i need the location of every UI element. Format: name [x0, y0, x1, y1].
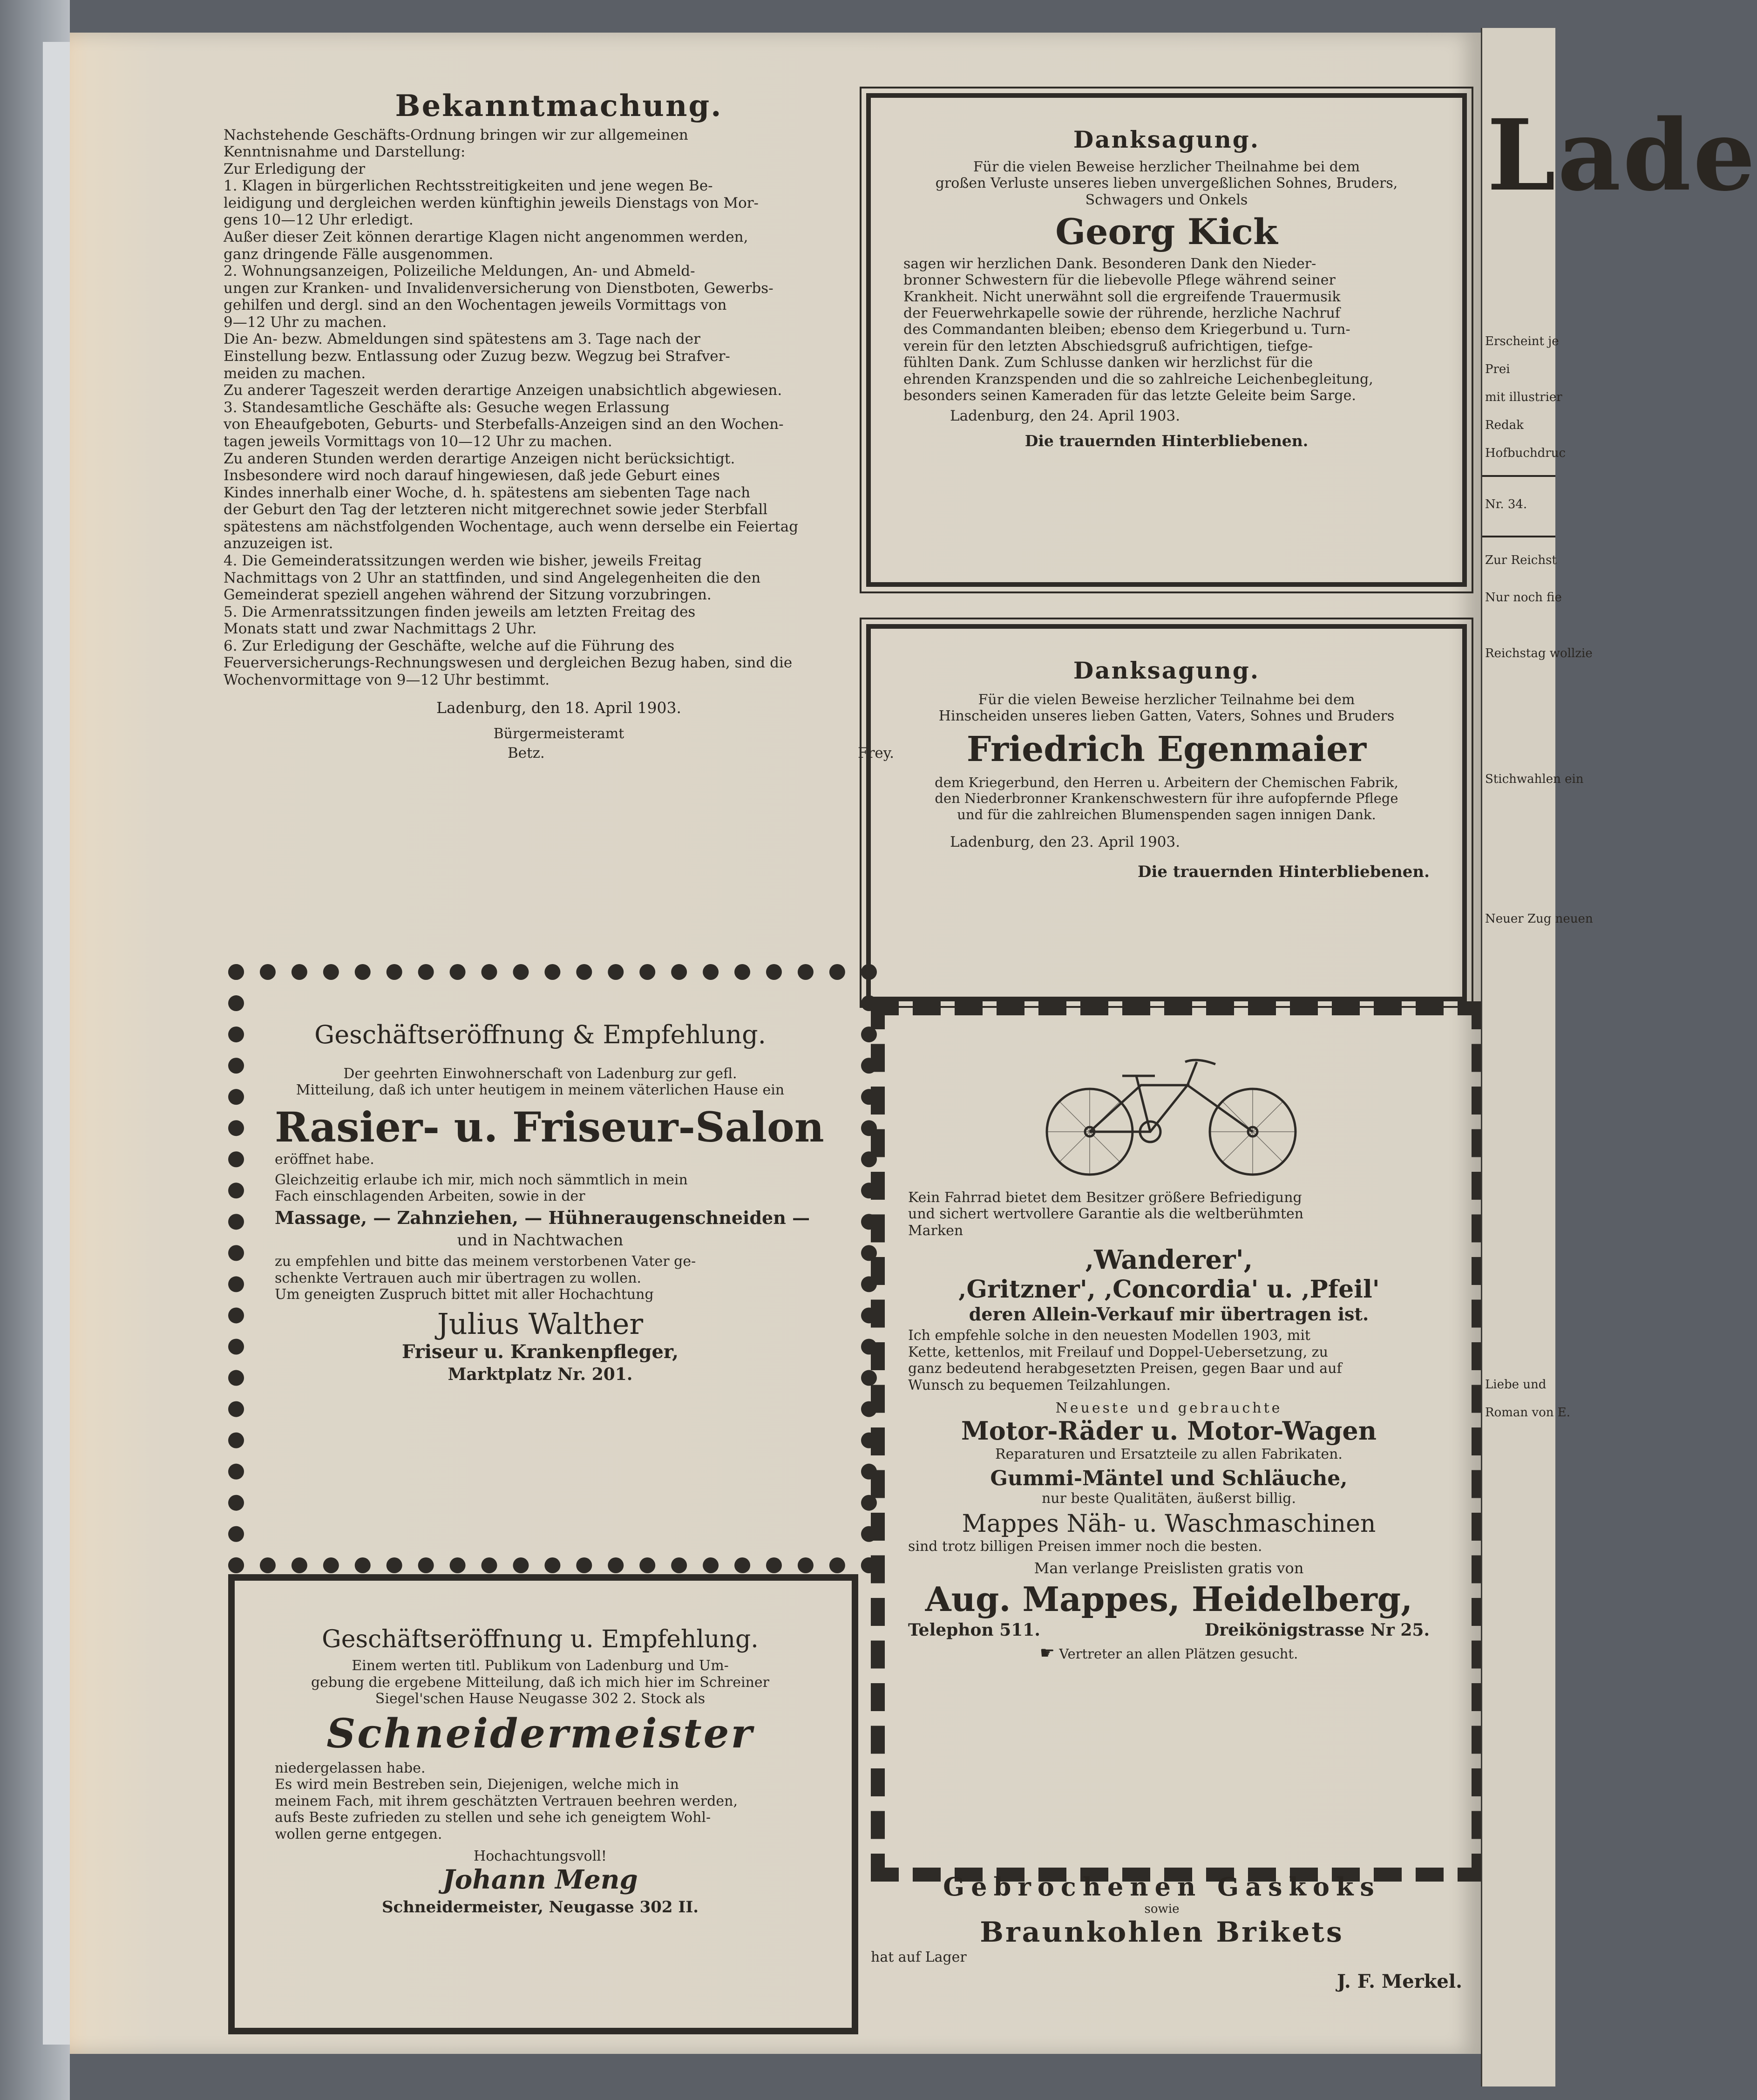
text-line: Außer dieser Zeit können derartige Klagen nicht angenommen werden, [224, 228, 748, 245]
text-line: ganz dringende Fälle ausgenommen. [224, 245, 494, 263]
text-line: schenkte Vertrauen auch mir übertragen zu wollen. [275, 1270, 642, 1286]
text-line: Monats statt und zwar Nachmittags 2 Uhr. [224, 620, 537, 638]
text-line: dem Kriegerbund, den Herren u. Arbeitern der Chemischen Fabrik, [935, 775, 1398, 791]
text-line: 4. Die Gemeinderatssitzungen werden wie bisher, jeweils Freitag [224, 552, 702, 569]
text-line: Für die vielen Beweise herzlicher Teilnahme bei dem [978, 692, 1355, 708]
text-line: Krankheit. Nicht unerwähnt soll die ergreifende Trauermusik [903, 288, 1341, 305]
text-line: 6. Zur Erledigung der Geschäfte, welche auf die Führung des [224, 637, 675, 654]
tailor-title: Geschäftseröffnung u. Empfehlung. [322, 1625, 759, 1653]
text-line: Kein Fahrrad bietet dem Besitzer größere Befriedigung [908, 1189, 1302, 1206]
notice-office: Bürgermeisteramt [493, 725, 624, 742]
coke-line3: Braunkohlen Brikets [980, 1916, 1344, 1949]
text-line: tagen jeweils Vormittags von 10—12 Uhr zu machen. [224, 433, 612, 450]
barber-services: Massage, — Zahnziehen, — Hühneraugenschneiden — [275, 1207, 810, 1228]
text-line: Kette, kettenlos, mit Freilauf und Doppel-Uebersetzung, zu [908, 1344, 1328, 1360]
bikes-pricelist: Man verlange Preislisten gratis von [1034, 1559, 1304, 1577]
text-line: fühlten Dank. Zum Schlusse danken wir herzlichst für die [903, 354, 1313, 371]
bikes-firm: Aug. Mappes, Heidelberg, [925, 1579, 1413, 1619]
text-line: Ich empfehle solche in den neuesten Modellen 1903, mit [908, 1327, 1310, 1344]
text-line: aufs Beste zufrieden zu stellen und sehe ich geneigtem Wohl- [275, 1809, 711, 1826]
tailor-body [275, 1760, 806, 1842]
text-line: niedergelassen habe. [275, 1760, 426, 1776]
text-line: Die An- bezw. Abmeldungen sind spätestens am 3. Tage nach der [224, 331, 700, 348]
adjacent-fragment: Erscheint je [1485, 334, 1559, 348]
adjacent-page-edge [1481, 28, 1757, 2086]
coke-ad [862, 1872, 1462, 1992]
text-line: der Feuerwehrkapelle sowie der rührende, herzliche Nachruf [903, 305, 1340, 322]
thanks2-title: Danksagung. [1073, 657, 1260, 684]
adjacent-fragment: Reichstag wollzie [1485, 646, 1593, 660]
tailor-intro [275, 1658, 806, 1707]
text-line: Um geneigten Zuspruch bittet mit aller Hochachtung [275, 1286, 654, 1303]
text-line: Nachmittags von 2 Uhr an stattfinden, und sind Angelegenheiten die den [224, 569, 761, 586]
adjacent-fragment: Zur Reichst [1485, 553, 1557, 567]
barber-opened: eröffnet habe. [275, 1151, 374, 1168]
bikes-tires-sub: nur beste Qualitäten, äußerst billig. [1041, 1490, 1296, 1507]
text-line: Der geehrten Einwohnerschaft von Ladenburg zur gefl. [343, 1065, 737, 1082]
text-line: Für die vielen Beweise herzlicher Theilnahme bei dem [973, 159, 1360, 175]
bikes-sub1: Neueste und gebrauchte [1055, 1400, 1282, 1416]
text-line: leidigung und dergleichen werden künftighin jeweils Dienstags von Mor- [224, 194, 759, 211]
bikes-brand2: ‚Gritzner', ‚Concordia' u. ‚Pfeil' [958, 1275, 1380, 1304]
text-line: wollen gerne entgegen. [275, 1826, 442, 1842]
text-line: gehilfen und dergl. sind an den Wochentagen jeweils Vormittags von [224, 297, 727, 314]
text-line: den Niederbronner Krankenschwestern für ihre aufopfernde Pflege [935, 790, 1398, 807]
official-notice [224, 88, 894, 763]
text-line: Zu anderer Tageszeit werden derartige Anzeigen unabsichtlich abgewiesen. [224, 382, 782, 399]
barber-name: Julius Walther [437, 1306, 644, 1341]
notice-body [224, 127, 894, 689]
thanks2-intro [903, 692, 1430, 725]
coke-line2: sowie [1144, 1902, 1180, 1916]
adjacent-fragment: Prei [1485, 362, 1510, 376]
text-line: gebung die ergebene Mitteilung, daß ich mich hier im Schreiner [311, 1674, 770, 1691]
barber-title: Geschäftseröffnung & Empfehlung. [314, 1020, 766, 1049]
pointing-hand-icon: ☛ [1039, 1644, 1055, 1663]
bikes-street: Dreikönigstrasse Nr 25. [1205, 1620, 1430, 1640]
adjacent-fragment: Redak [1485, 418, 1524, 432]
adjacent-fragment: mit illustrier [1485, 390, 1562, 404]
adjacent-fragment: Stichwahlen ein [1485, 772, 1584, 786]
thanks2-body [903, 775, 1430, 822]
text-line: großen Verluste unseres lieben unvergeßlichen Sohnes, Bruders, [935, 175, 1398, 192]
text-line: Marken [908, 1222, 963, 1239]
text-line: Zu anderen Stunden werden derartige Anzeigen nicht berücksichtigt. [224, 450, 735, 467]
adjacent-fragment: Roman von E. [1485, 1406, 1570, 1420]
text-line: ehrenden Kranzspenden und die so zahlreiche Leichenbegleitung, [903, 371, 1373, 387]
bikes-machines: Mappes Näh- u. Waschmaschinen [962, 1509, 1376, 1538]
adjacent-fragment: Hofbuchdruc [1485, 446, 1566, 460]
adjacent-fragment: Nr. 34. [1485, 497, 1527, 511]
text-line: 5. Die Armenratssitzungen finden jeweils am letzten Freitag des [224, 603, 696, 620]
text-line: 1. Klagen in bürgerlichen Rechtsstreitigkeiten und jene wegen Be- [224, 177, 713, 195]
tailor-headline: Schneidermeister [326, 1710, 754, 1757]
text-line: spätestens am nächstfolgenden Wochentage, auch wenn derselbe ein Feiertag [224, 518, 799, 535]
text-line: 9—12 Uhr zu machen. [224, 313, 387, 331]
newspaper-page [70, 33, 1481, 2054]
barber-body1 [275, 1172, 806, 1205]
book-binding [0, 0, 70, 2100]
text-line: verein für den letzten Abschiedsgruß aufrichtigen, tiefge- [903, 338, 1313, 354]
tailor-ad [275, 1625, 806, 1917]
text-line: des Commandanten bleiben; ebenso dem Kriegerbund u. Turn- [903, 321, 1350, 338]
text-line: Siegel'schen Hause Neugasse 302 2. Stock als [375, 1691, 706, 1707]
thanks2-sign: Die trauernden Hinterbliebenen. [1137, 863, 1430, 882]
text-line: 2. Wohnungsanzeigen, Polizeiliche Meldungen, An- und Abmeld- [224, 263, 695, 280]
barber-services2: und in Nachtwachen [457, 1231, 624, 1250]
text-line: Zur Erledigung der [224, 160, 366, 177]
notice-date: Ladenburg, den 18. April 1903. [436, 698, 681, 717]
adjacent-masthead: Lade [1487, 98, 1757, 213]
text-line: besonders seinen Kameraden für das letzte Geleite beim Sarge. [903, 387, 1356, 404]
thanks1-intro [903, 159, 1430, 208]
text-line: anzuzeigen ist. [224, 535, 333, 552]
text-line: Hinscheiden unseres lieben Gatten, Vaters, Sohnes und Bruders [938, 708, 1395, 725]
notice-sign-left: Betz. [508, 744, 545, 761]
text-line: Fach einschlagenden Arbeiten, sowie in der [275, 1188, 585, 1205]
text-line: meinem Fach, mit ihrem geschätzten Vertrauen beehren werden, [275, 1793, 738, 1809]
text-line: Kindes innerhalb einer Woche, d. h. spätestens am siebenten Tage nach [224, 484, 751, 501]
bikes-machines-sub: sind trotz billigen Preisen immer noch die besten. [908, 1538, 1262, 1555]
text-line: und für die zahlreichen Blumenspenden sagen innigen Dank. [957, 806, 1376, 822]
text-line: ganz bedeutend herabgesetzten Preisen, gegen Baar und auf [908, 1360, 1342, 1377]
notice-sign-right: Frey. [858, 744, 894, 761]
text-line: Es wird mein Bestreben sein, Diejenigen, welche mich in [275, 1776, 679, 1793]
coke-line4: hat auf Lager [871, 1949, 967, 1966]
text-line: der Geburt den Tag der letzteren nicht mitgerechnet sowie jeder Sterbfall [224, 501, 768, 518]
thanks-notice-1 [903, 126, 1430, 450]
bikes-intro [908, 1189, 1430, 1239]
text-line: Feuerversicherungs-Rechnungswesen und dergleichen Bezug haben, sind die [224, 654, 793, 672]
thanks-notice-2 [903, 657, 1430, 881]
coke-sign: J. F. Merkel. [1337, 1970, 1462, 1992]
bikes-repairs: Reparaturen und Ersatzteile zu allen Fabrikaten. [995, 1446, 1343, 1463]
text-line: Kenntnisnahme und Darstellung: [224, 143, 466, 161]
text-line: zu empfehlen und bitte das meinem verstorbenen Vater ge- [275, 1253, 696, 1270]
text-line: 3. Standesamtliche Geschäfte als: Gesuche wegen Erlassung [224, 399, 670, 416]
thanks1-sign: Die trauernden Hinterbliebenen. [1024, 431, 1309, 450]
barber-address: Marktplatz Nr. 201. [448, 1364, 633, 1384]
text-line: meiden zu machen. [224, 365, 366, 382]
thanks1-body [903, 256, 1430, 404]
bikes-agents: Vertreter an allen Plätzen gesucht. [1059, 1646, 1298, 1662]
bikes-agents-line [908, 1644, 1430, 1663]
adjacent-fragment: Liebe und [1485, 1378, 1547, 1392]
adjacent-fragment: Neuer Zug neuen [1485, 912, 1593, 926]
thanks1-name: Georg Kick [1055, 211, 1278, 253]
bikes-brand1: ‚Wanderer', [1085, 1244, 1253, 1276]
text-line: Gleichzeitig erlaube ich mir, mich noch sämmtlich in mein [275, 1171, 688, 1188]
barber-intro [275, 1066, 806, 1099]
barber-ad [275, 1020, 824, 1384]
barber-headline: Rasier- u. Friseur-Salon [275, 1102, 824, 1151]
text-line: Wochenvormittage von 9—12 Uhr bestimmt. [224, 672, 550, 689]
bikes-motor: Motor-Räder u. Motor-Wagen [961, 1416, 1377, 1446]
text-line: Wunsch zu bequemen Teilzahlungen. [908, 1377, 1171, 1393]
bicycle-ad [908, 1043, 1430, 1664]
thanks2-name: Friedrich Egenmaier [966, 729, 1367, 769]
text-line: Insbesondere wird noch darauf hingewiesen, daß jede Geburt eines [224, 467, 720, 484]
text-line: Mitteilung, daß ich unter heutigem in meinem väterlichen Hause ein [296, 1082, 785, 1099]
thanks1-date: Ladenburg, den 24. April 1903. [950, 408, 1180, 425]
tailor-greeting: Hochachtungsvoll! [474, 1848, 607, 1864]
thanks1-title: Danksagung. [1073, 126, 1260, 153]
text-line: Nachstehende Geschäfts-Ordnung bringen wir zur allgemeinen [224, 126, 688, 143]
text-line: von Eheaufgeboten, Geburts- und Sterbefalls-Anzeigen sind an den Wochen- [224, 416, 784, 433]
text-line: Schwagers und Onkels [1085, 191, 1248, 208]
text-line: Gemeinderat speziell angehen während der Sitzung vorzubringen. [224, 586, 712, 604]
tailor-address: Schneidermeister, Neugasse 302 II. [381, 1898, 699, 1917]
text-line: und sichert wertvollere Garantie als die weltberühmten [908, 1206, 1304, 1223]
bicycle-illustration-icon [908, 1043, 1430, 1183]
notice-title: Bekanntmachung. [395, 88, 723, 123]
coke-line1: Gebrochenen Gaskoks [943, 1872, 1381, 1902]
barber-role: Friseur u. Krankenpfleger, [401, 1340, 679, 1363]
bikes-phone: Telephon 511. [908, 1620, 1040, 1640]
tailor-name: Johann Meng [442, 1864, 638, 1896]
text-line: gens 10—12 Uhr erledigt. [224, 211, 414, 229]
text-line: sagen wir herzlichen Dank. Besonderen Dank den Nieder- [903, 255, 1316, 272]
bikes-exclusive: deren Allein-Verkauf mir übertragen ist. [969, 1303, 1369, 1325]
bikes-tires: Gummi-Mäntel und Schläuche, [990, 1466, 1348, 1490]
barber-body2 [275, 1253, 806, 1303]
text-line: Einem werten titl. Publikum von Ladenburg und Um- [352, 1658, 729, 1674]
text-line: bronner Schwestern für die liebevolle Pflege während seiner [903, 272, 1336, 289]
bikes-body [908, 1327, 1430, 1393]
text-line: ungen zur Kranken- und Invalidenversicherung von Dienstboten, Gewerbs- [224, 279, 773, 297]
text-line: Einstellung bezw. Entlassung oder Zuzug bezw. Wegzug bei Strafver- [224, 348, 730, 365]
thanks2-date: Ladenburg, den 23. April 1903. [950, 833, 1180, 850]
adjacent-fragment: Nur noch fie [1485, 591, 1562, 605]
